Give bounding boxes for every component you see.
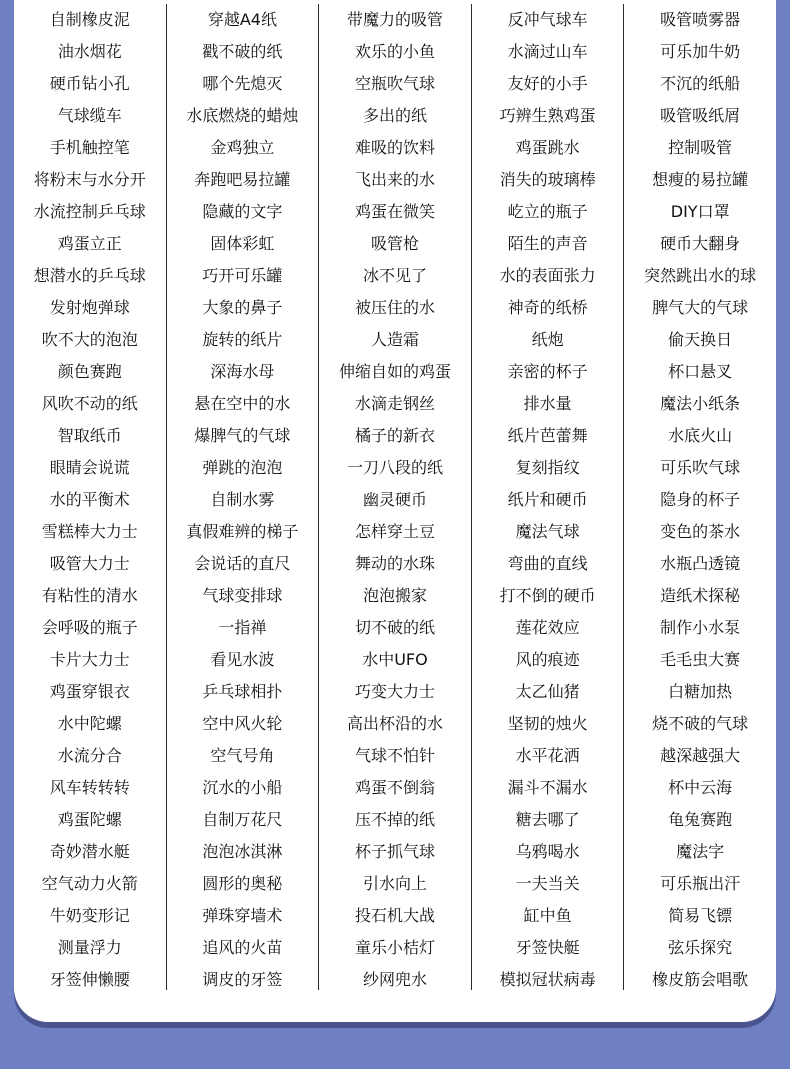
- experiment-item: 欢乐的小鱼: [354, 42, 435, 61]
- experiment-item: 魔法字: [676, 842, 725, 861]
- experiment-item: 冰不见了: [362, 266, 427, 285]
- experiment-item: 风车转转转: [49, 778, 130, 797]
- experiment-item: 被压住的水: [354, 298, 435, 317]
- experiment-item: 屹立的瓶子: [507, 202, 588, 221]
- experiment-item: 自制橡皮泥: [49, 10, 130, 29]
- experiment-item: 吹不大的泡泡: [41, 330, 138, 349]
- experiment-item: 童乐小桔灯: [354, 938, 435, 957]
- experiment-item: 想瘦的易拉罐: [652, 170, 749, 189]
- experiment-item: 隐身的杯子: [660, 490, 741, 509]
- experiment-item: 水滴走钢丝: [354, 394, 435, 413]
- experiment-item: 测量浮力: [57, 938, 122, 957]
- experiment-item: 消失的玻璃棒: [499, 170, 596, 189]
- experiment-item: 水底燃烧的蜡烛: [186, 106, 299, 125]
- experiment-item: 一指禅: [218, 618, 267, 637]
- experiment-item: 卡片大力士: [49, 650, 130, 669]
- experiment-item: 多出的纸: [362, 106, 427, 125]
- experiment-item: 一刀八段的纸: [346, 458, 443, 477]
- experiment-item: 漏斗不漏水: [507, 778, 588, 797]
- experiment-item: 鸡蛋立正: [57, 234, 122, 253]
- experiment-item: 戳不破的纸: [202, 42, 283, 61]
- experiment-item: 水滴过山车: [507, 42, 588, 61]
- experiment-item: 手机触控笔: [49, 138, 130, 157]
- experiment-item: 巧开可乐罐: [202, 266, 283, 285]
- experiment-item: 颜色赛跑: [57, 362, 122, 381]
- experiment-item: 有粘性的清水: [41, 586, 138, 605]
- experiment-item: 杯中云海: [668, 778, 733, 797]
- experiment-item: 追风的火苗: [202, 938, 283, 957]
- experiment-item: 空中风火轮: [202, 714, 283, 733]
- experiment-item: 纸片和硬币: [507, 490, 588, 509]
- experiment-item: 弦乐探究: [668, 938, 733, 957]
- experiment-item: 排水量: [523, 394, 572, 413]
- experiment-item: 水流分合: [57, 746, 122, 765]
- experiment-item: 圆形的奥秘: [202, 874, 283, 893]
- experiment-item: 巧变大力士: [354, 682, 435, 701]
- experiment-item: 纸炮: [531, 330, 564, 349]
- experiment-item: 乌鸦喝水: [515, 842, 580, 861]
- experiment-item: 吸管喷雾器: [660, 10, 741, 29]
- experiment-item: 吸管枪: [370, 234, 419, 253]
- experiment-item: 水中陀螺: [57, 714, 122, 733]
- experiment-item: 自制水雾: [210, 490, 275, 509]
- experiment-item: 高出杯沿的水: [346, 714, 443, 733]
- experiment-item: 泡泡冰淇淋: [202, 842, 283, 861]
- experiment-item: 气球变排球: [202, 586, 283, 605]
- experiment-item: 鸡蛋不倒翁: [354, 778, 435, 797]
- experiment-column: [624, 4, 776, 990]
- experiment-column: [472, 4, 625, 990]
- experiment-item: 牛奶变形记: [49, 906, 130, 925]
- experiment-item: 眼睛会说谎: [49, 458, 130, 477]
- experiment-item: 飞出来的水: [354, 170, 435, 189]
- experiment-column: [14, 4, 167, 990]
- experiment-item: 弯曲的直线: [507, 554, 588, 573]
- experiment-item: 突然跳出水的球: [644, 266, 757, 285]
- experiment-item: 水的平衡术: [49, 490, 130, 509]
- experiment-item: 空瓶吹气球: [354, 74, 435, 93]
- experiment-item: 吸管大力士: [49, 554, 130, 573]
- experiment-item: 奔跑吧易拉罐: [194, 170, 291, 189]
- experiment-item: 烧不破的气球: [652, 714, 749, 733]
- experiment-item: 巧辨生熟鸡蛋: [499, 106, 596, 125]
- experiment-item: 真假难辨的梯子: [186, 522, 299, 541]
- experiment-item: 引水向上: [362, 874, 427, 893]
- experiment-item: 可乐瓶出汗: [660, 874, 741, 893]
- experiment-item: 亲密的杯子: [507, 362, 588, 381]
- experiment-item: 鸡蛋在微笑: [354, 202, 435, 221]
- experiment-item: 沉水的小船: [202, 778, 283, 797]
- experiment-item: 旋转的纸片: [202, 330, 283, 349]
- experiment-item: 牙签快艇: [515, 938, 580, 957]
- experiment-item: 简易飞镖: [668, 906, 733, 925]
- experiment-item: 魔法小纸条: [660, 394, 741, 413]
- experiment-item: 吸管吸纸屑: [660, 106, 741, 125]
- experiment-item: 白糖加热: [668, 682, 733, 701]
- experiment-item: 带魔力的吸管: [346, 10, 443, 29]
- experiment-item: 调皮的牙签: [202, 970, 283, 989]
- experiment-item: 陌生的声音: [507, 234, 588, 253]
- experiment-item: 太乙仙猪: [515, 682, 580, 701]
- experiment-item: 发射炮弹球: [49, 298, 130, 317]
- experiment-item: 制作小水泵: [660, 618, 741, 637]
- experiment-item: 穿越A4纸: [207, 10, 277, 29]
- experiment-item: 会说话的直尺: [194, 554, 291, 573]
- experiment-item: 反冲气球车: [507, 10, 588, 29]
- experiment-grid: [14, 4, 776, 990]
- experiment-item: 悬在空中的水: [194, 394, 291, 413]
- experiment-item: 变色的茶水: [660, 522, 741, 541]
- experiment-item: 乒乓球相扑: [202, 682, 283, 701]
- experiment-item: 弹珠穿墙术: [202, 906, 283, 925]
- experiment-item: 伸缩自如的鸡蛋: [338, 362, 451, 381]
- experiment-item: 魔法气球: [515, 522, 580, 541]
- experiment-item: 毛毛虫大赛: [660, 650, 741, 669]
- experiment-item: 投石机大战: [354, 906, 435, 925]
- experiment-item: 幽灵硬币: [362, 490, 427, 509]
- experiment-item: 糖去哪了: [515, 810, 580, 829]
- experiment-item: 空气动力火箭: [41, 874, 138, 893]
- experiment-item: 弹跳的泡泡: [202, 458, 283, 477]
- experiment-item: 橡皮筋会唱歌: [652, 970, 749, 989]
- experiment-item: 水底火山: [668, 426, 733, 445]
- experiment-item: 复刻指纹: [515, 458, 580, 477]
- experiment-item: 莲花效应: [515, 618, 580, 637]
- experiment-item: 看见水波: [210, 650, 275, 669]
- experiment-item: 雪糕棒大力士: [41, 522, 138, 541]
- experiment-item: 控制吸管: [668, 138, 733, 157]
- experiment-item: 模拟冠状病毒: [499, 970, 596, 989]
- experiment-column: [319, 4, 472, 990]
- experiment-item: 杯子抓气球: [354, 842, 435, 861]
- experiment-item: 鸡蛋跳水: [515, 138, 580, 157]
- experiment-item: 可乐加牛奶: [660, 42, 741, 61]
- experiment-item: 将粉末与水分开: [33, 170, 146, 189]
- experiment-item: 压不掉的纸: [354, 810, 435, 829]
- experiment-item: 神奇的纸桥: [507, 298, 588, 317]
- experiment-item: 金鸡独立: [210, 138, 275, 157]
- experiment-item: 鸡蛋陀螺: [57, 810, 122, 829]
- experiment-item: 风的痕迹: [515, 650, 580, 669]
- experiment-item: 越深越强大: [660, 746, 741, 765]
- experiment-item: 怎样穿土豆: [354, 522, 435, 541]
- experiment-item: 水流控制乒乓球: [33, 202, 146, 221]
- experiment-item: 油水烟花: [57, 42, 122, 61]
- experiment-item: 自制万花尺: [202, 810, 283, 829]
- experiment-item: 橘子的新衣: [354, 426, 435, 445]
- experiment-item: 硬币钻小孔: [49, 74, 130, 93]
- experiment-item: 难吸的饮料: [354, 138, 435, 157]
- experiment-item: 大象的鼻子: [202, 298, 283, 317]
- experiment-item: 纱网兜水: [362, 970, 427, 989]
- experiment-item: 风吹不动的纸: [41, 394, 138, 413]
- experiment-item: 固体彩虹: [210, 234, 275, 253]
- experiment-item: 缸中鱼: [523, 906, 572, 925]
- experiment-item: 泡泡搬家: [362, 586, 427, 605]
- experiment-item: 鸡蛋穿银衣: [49, 682, 130, 701]
- experiment-item: 想潜水的乒乓球: [33, 266, 146, 285]
- experiment-item: 纸片芭蕾舞: [507, 426, 588, 445]
- experiment-item: 深海水母: [210, 362, 275, 381]
- experiment-item: 牙签伸懒腰: [49, 970, 130, 989]
- experiment-item: 打不倒的硬币: [499, 586, 596, 605]
- experiment-item: 爆脾气的气球: [194, 426, 291, 445]
- experiment-item: 一夫当关: [515, 874, 580, 893]
- experiment-column: [167, 4, 320, 990]
- experiment-item: 偷天换日: [668, 330, 733, 349]
- experiment-item: 水的表面张力: [499, 266, 596, 285]
- experiment-item: 龟兔赛跑: [668, 810, 733, 829]
- experiment-item: 会呼吸的瓶子: [41, 618, 138, 637]
- experiment-item: 不沉的纸船: [660, 74, 741, 93]
- experiment-item: 气球不怕针: [354, 746, 435, 765]
- experiment-item: 友好的小手: [507, 74, 588, 93]
- experiment-item: 杯口悬叉: [668, 362, 733, 381]
- experiment-item: 隐藏的文字: [202, 202, 283, 221]
- experiment-item: DIY口罩: [670, 202, 730, 221]
- experiment-item: 智取纸币: [57, 426, 122, 445]
- experiment-item: 可乐吹气球: [660, 458, 741, 477]
- experiment-item: 脾气大的气球: [652, 298, 749, 317]
- experiment-item: 坚韧的烛火: [507, 714, 588, 733]
- experiment-item: 气球缆车: [57, 106, 122, 125]
- experiment-item: 水平花洒: [515, 746, 580, 765]
- experiment-item: 空气号角: [210, 746, 275, 765]
- experiment-item: 哪个先熄灭: [202, 74, 283, 93]
- experiment-item: 硬币大翻身: [660, 234, 741, 253]
- experiment-item: 人造霜: [370, 330, 419, 349]
- experiment-item: 造纸术探秘: [660, 586, 741, 605]
- experiment-item: 切不破的纸: [354, 618, 435, 637]
- experiment-item: 舞动的水珠: [354, 554, 435, 573]
- experiment-item: 奇妙潜水艇: [49, 842, 130, 861]
- experiment-item: 水中UFO: [362, 650, 428, 669]
- experiment-item: 水瓶凸透镜: [660, 554, 741, 573]
